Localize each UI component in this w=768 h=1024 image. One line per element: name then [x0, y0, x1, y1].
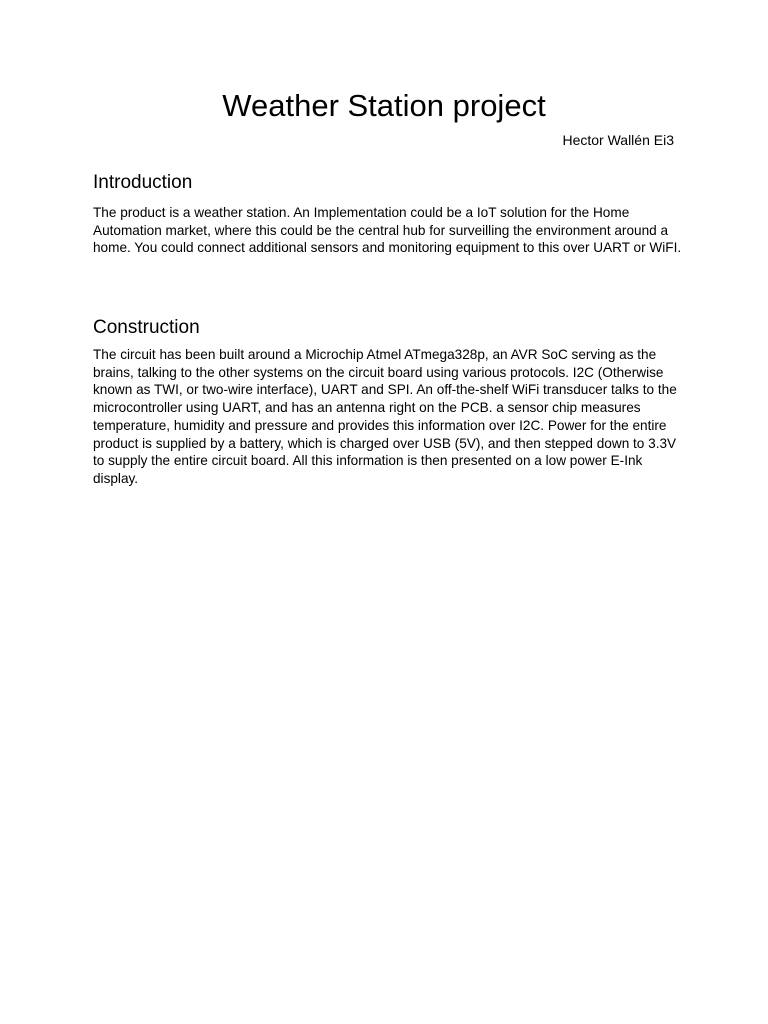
section-body-introduction: The product is a weather station. An Implementation could be a IoT solution for the Home Automation market, where this could be the central hub for surveilling the environment around a home. You could connect additional sensors and monitoring equipment to this over UART or WiFI. — [93, 205, 682, 256]
document-title: Weather Station project — [222, 88, 546, 123]
section-body-construction: The circuit has been built around a Microchip Atmel ATmega328p, an AVR SoC serving as the brains, talking to the other systems on the circuit board using various protocols. I2C (Otherwise known as TWI, or two-wire interface), UART and SPI. An off-the-shelf WiFi transducer talks to the microcontroller using UART, and has an antenna right on the PCB. a sensor chip measures temperature, humidity and pressure and provides this information over I2C. Power for the entire product is supplied by a battery, which is charged over USB (5V), and then stepped down to 3.3V to supply the entire circuit board. All this information is then presented on a low power E-Ink display. — [93, 347, 677, 486]
section-heading-construction: Construction — [93, 317, 200, 338]
section-heading-introduction: Introduction — [93, 172, 193, 193]
document-author: Hector Wallén Ei3 — [562, 132, 674, 148]
